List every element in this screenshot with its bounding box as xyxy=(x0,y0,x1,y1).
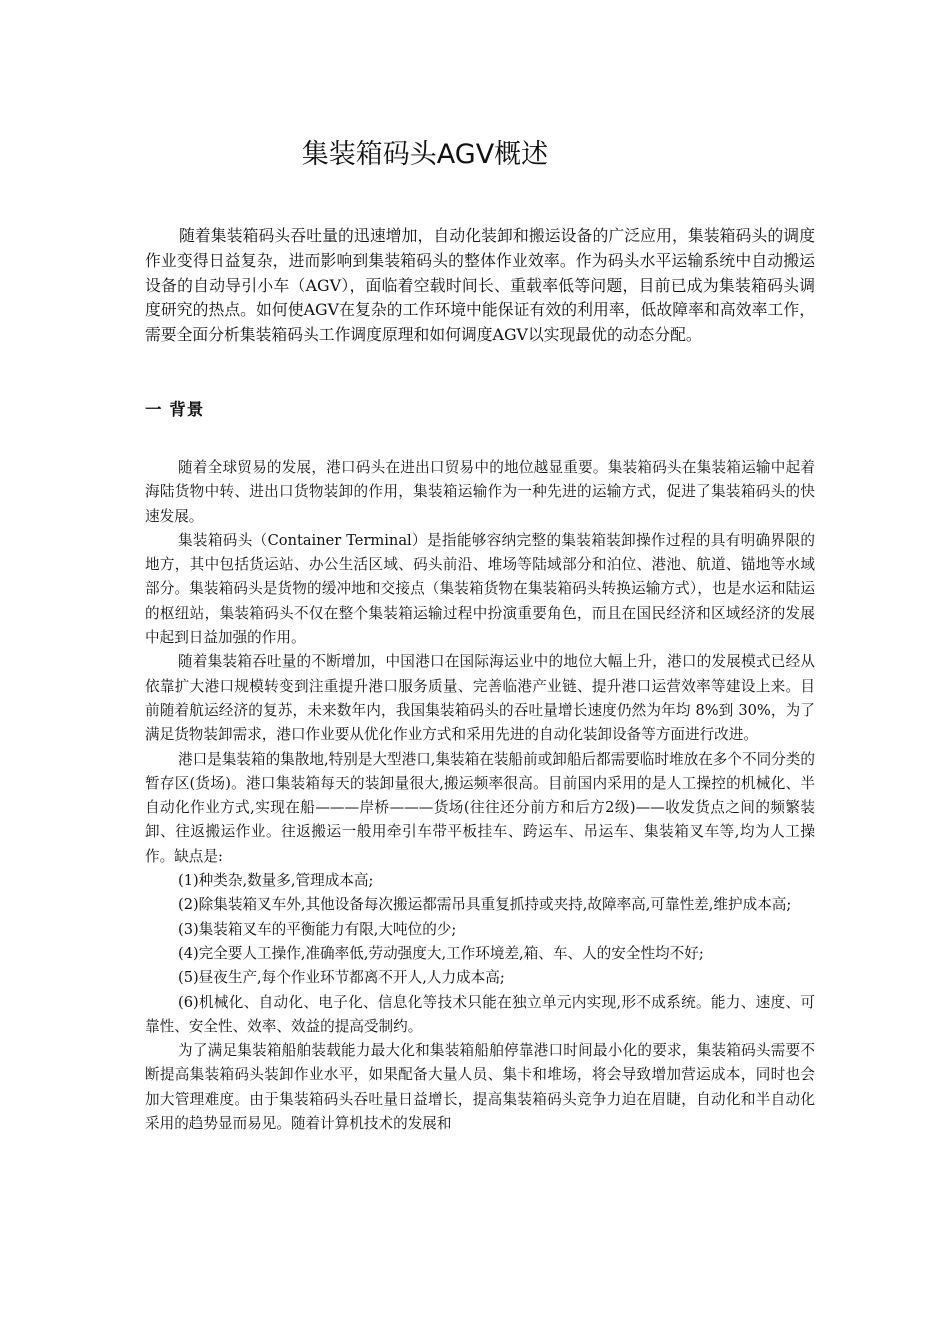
document-title: 集装箱码头AGV概述 xyxy=(301,139,549,170)
paragraph-port-operations: 港口是集装箱的集散地,特别是大型港口,集装箱在装船前或卸船后都需要临时堆放在多个不同分类的暂存区(货场)。港口集装箱每天的装卸量很大,搬运频率很高。目前国内采用的是人工操控的机械化、半自动化作业方式,实现在船———岸桥———货场(往往还分前方和后方2级)——收发货点之间的频繁装卸、往返搬运作业。往返搬运一般用牵引车带平板挂车、跨运车、吊运车、集装箱叉车等,均为人工操作。缺点是: xyxy=(145,750,815,865)
list-item-5: (5)昼夜生产,每个作业环节都离不开人,人力成本高; xyxy=(178,969,505,987)
paragraph-container-terminal-definition: 集装箱码头（Container Terminal）是指能够容纳完整的集装箱装卸操作过程的具有明确界限的地方，其中包括货运站、办公生活区域、码头前沿、堆场等陆域部分和泊位、港池、航道、锚地等水域部分。集装箱码头是货物的缓冲地和交接点（集装箱货物在集装箱码头转换运输方式），也是水运和陆运的枢纽站，集装箱码头不仅在整个集装箱运输过程中扮演重要角色，而且在国民经济和区域经济的发展中起到日益加强的作用。 xyxy=(145,531,815,647)
paragraph-automation-trend: 为了满足集装箱船舶装载能力最大化和集装箱船舶停靠港口时间最小化的要求，集装箱码头需要不断提高集装箱码头装卸作业水平，如果配备大量人员、集卡和堆场，将会导致增加营运成本，同时也会加大管理难度。由于集装箱码头吞吐量日益增长，提高集装箱码头竞争力迫在眉睫，自动化和半自动化采用的趋势显而易见。随着计算机技术的发展和 xyxy=(145,1042,815,1133)
intro-paragraph: 随着集装箱码头吞吐量的迅速增加，自动化装卸和搬运设备的广泛应用，集装箱码头的调度作业变得日益复杂，进而影响到集装箱码头的整体作业效率。作为码头水平运输系统中自动搬运设备的自动导引小车（AGV），面临着空载时间长、重载率低等问题，目前已成为集装箱码头调度研究的热点。如何使AGV在复杂的工作环境中能保证有效的利用率，低故障率和高效率工作，需要全面分析集装箱码头工作调度原理和如何调度AGV以实现最优的动态分配。 xyxy=(145,226,815,345)
paragraph-throughput-growth: 随着集装箱吞吐量的不断增加，中国港口在国际海运业中的地位大幅上升，港口的发展模式已经从依靠扩大港口规模转变到注重提升港口服务质量、完善临港产业链、提升港口运营效率等建设上来。目前随着航运经济的复苏，未来数年内，我国集装箱码头的吞吐量增长速度仍然为年均 8%到 30%，为了满足货物装卸需求，港口作业要从优化作业方式和采用先进的自动化装卸设备等方面进行改进。 xyxy=(145,653,815,744)
list-item-1: (1)种类杂,数量多,管理成本高; xyxy=(178,872,374,890)
section-heading-background: 一 背景 xyxy=(145,400,205,419)
paragraph-trade-development: 随着全球贸易的发展，港口码头在进出口贸易中的地位越显重要。集装箱码头在集装箱运输中起着海陆货物中转、进出口货物装卸的作用，集装箱运输作为一种先进的运输方式，促进了集装箱码头的快速发展。 xyxy=(145,459,815,525)
list-item-2: (2)除集装箱叉车外,其他设备每次搬运都需吊具重复抓持或夹持,故障率高,可靠性差,维护成本高; xyxy=(178,896,792,914)
list-item-6: (6)机械化、自动化、电子化、信息化等技术只能在独立单元内实现,形不成系统。能力、速度、可靠性、安全性、效率、效益的提高受制约。 xyxy=(145,993,815,1035)
list-item-3: (3)集装箱叉车的平衡能力有限,大吨位的少; xyxy=(178,920,457,938)
list-item-4: (4)完全要人工操作,准确率低,劳动强度大,工作环境差,箱、车、人的安全性均不好; xyxy=(178,944,704,962)
body-text xyxy=(145,456,815,1136)
